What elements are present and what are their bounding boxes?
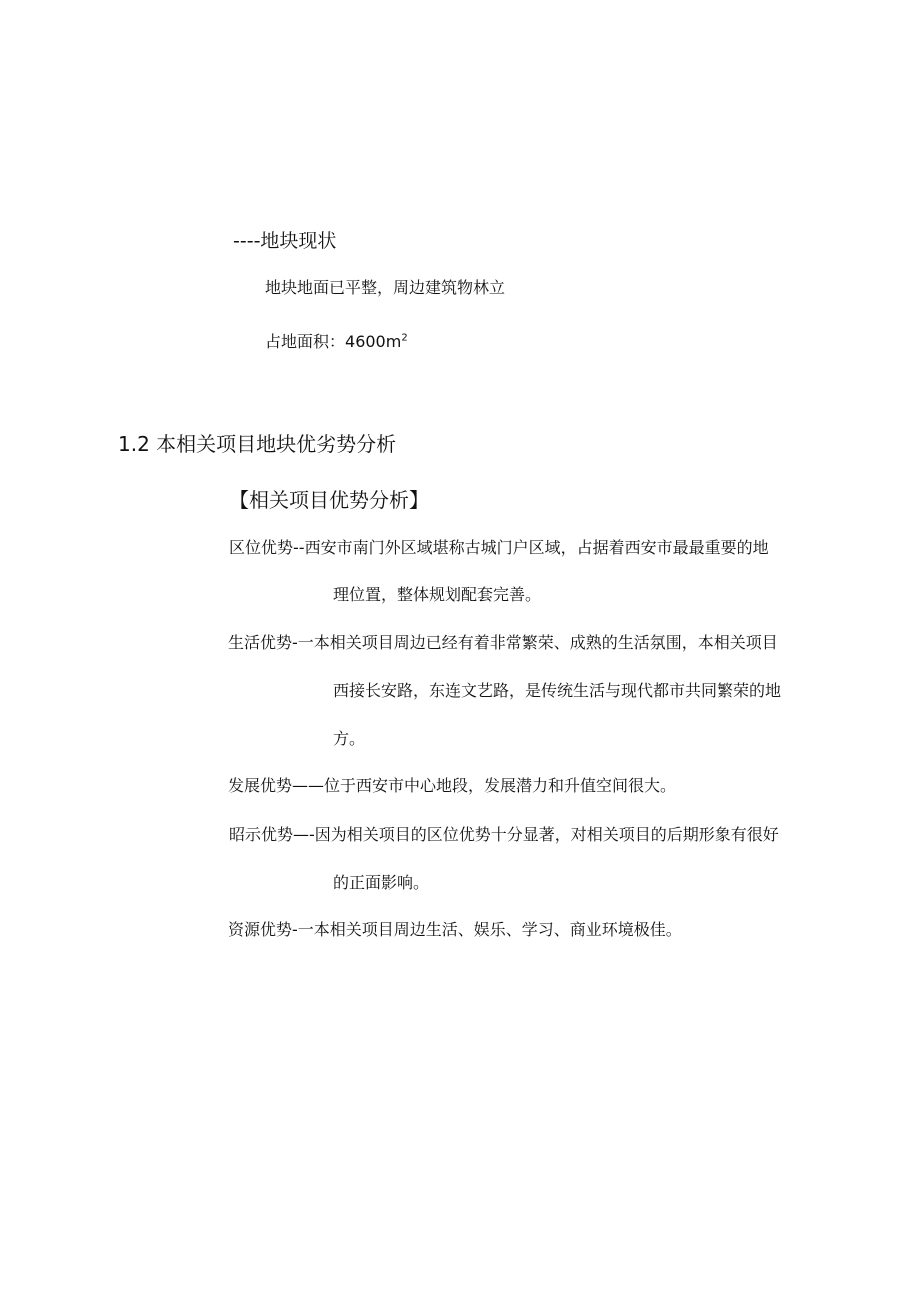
advantage-label: 资源优势 <box>228 920 293 939</box>
site-area-superscript: 2 <box>401 332 408 344</box>
advantage-text: 因为相关项目的区位优势十分显著，对相关项目的后期形象有很好 <box>314 825 779 844</box>
advantage-text: 方。 <box>333 729 366 748</box>
advantage-text: 西接长安路，东连文艺路，是传统生活与现代都市共同繁荣的地 <box>333 681 782 700</box>
advantage-location <box>229 535 769 558</box>
advantage-location-continued <box>333 582 541 605</box>
advantage-label: 区位优势 <box>229 538 294 557</box>
advantage-development <box>228 773 676 796</box>
advantage-text: 一本相关项目周边已经有着非常繁荣、成熟的生活氛围，本相关项目 <box>297 633 778 652</box>
advantage-label: 昭示优势 <box>229 825 294 844</box>
advantage-dash: -- <box>293 538 305 557</box>
advantage-living-continued <box>333 726 365 749</box>
advantage-text: 西安市南门外区域堪称古城门户区域，占据着西安市最最重要的地 <box>304 538 769 557</box>
advantage-text: 一本相关项目周边生活、娱乐、学习、商业环境极佳。 <box>297 920 682 939</box>
advantage-living <box>228 630 778 653</box>
site-area-label: 占地面积： <box>265 332 346 351</box>
site-area-line <box>265 329 408 352</box>
advantage-text: 理位置，整体规划配套完善。 <box>333 585 542 604</box>
advantage-visibility-continued <box>333 870 429 893</box>
advantage-dash: —- <box>293 825 315 844</box>
advantage-label: 生活优势 <box>228 633 293 652</box>
advantage-visibility <box>229 822 779 845</box>
advantage-text: 于西安市中心地段，发展潜力和升值空间很大。 <box>340 776 677 795</box>
advantage-label: 发展优势 <box>228 776 293 795</box>
site-area-number: 4600m <box>345 332 402 351</box>
advantage-dash: - <box>292 920 298 939</box>
site-area-value <box>345 332 408 351</box>
status-heading: ----地块现状 <box>233 230 337 252</box>
advantage-dash: - <box>292 633 298 652</box>
advantage-dash: ——位 <box>292 776 341 795</box>
advantage-text: 的正面影响。 <box>333 873 430 892</box>
status-description: 地块地面已平整，周边建筑物林立 <box>265 278 506 297</box>
analysis-title: 【相关项目优势分析】 <box>229 488 429 512</box>
advantage-living-continued <box>333 678 781 701</box>
section-heading: 1.2 本相关项目地块优劣势分析 <box>118 432 397 456</box>
advantage-resources <box>228 917 682 940</box>
